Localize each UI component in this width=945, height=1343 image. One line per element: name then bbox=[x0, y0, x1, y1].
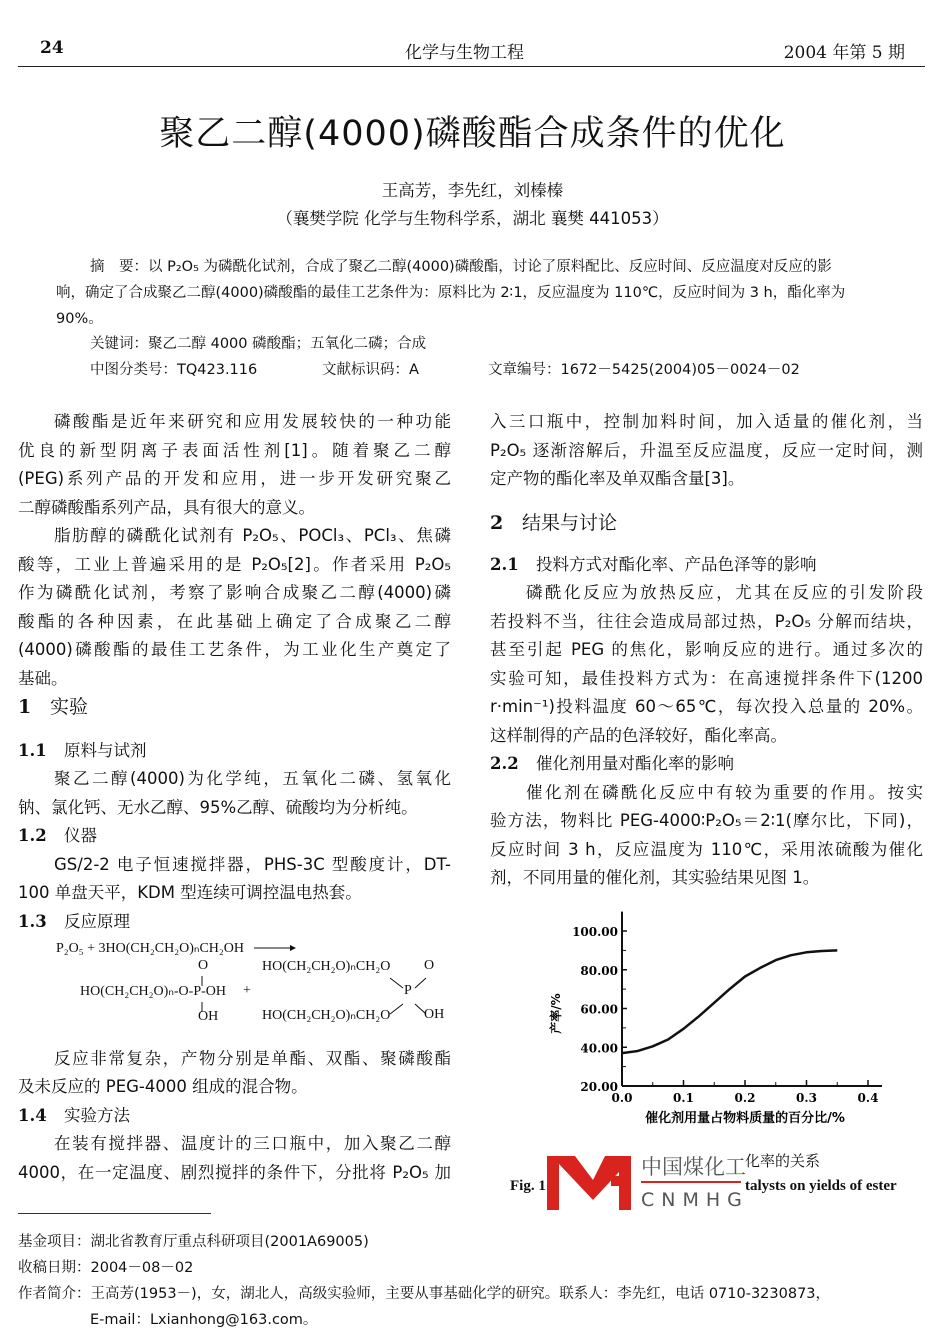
text-line: 磷酰化反应为放热反应，尤其在反应的引发阶段 bbox=[526, 583, 923, 602]
y-axis-label: 产率/% bbox=[549, 993, 563, 1034]
keywords: 关键词：聚乙二醇 4000 磷酸酯；五氧化二磷；合成 bbox=[90, 336, 427, 352]
text-line: P₂O₅ 逐渐溶解后，升温至反应温度，反应一定时间，测 bbox=[490, 440, 923, 460]
footnote-rule bbox=[18, 1213, 211, 1214]
section-number: 2.2 bbox=[490, 754, 519, 773]
text-line: 这样制得的产品的色泽较好，酯化率高。 bbox=[490, 725, 787, 745]
text-line: 甚至引起 PEG 的焦化，影响反应的进行。通过多次的 bbox=[490, 640, 923, 659]
text-line: 实验可知，最佳投料方式为：在高速搅拌条件下(1200 bbox=[490, 668, 923, 688]
article-number: 文章编号：1672－5425(2004)05－0024－02 bbox=[488, 362, 800, 378]
page-number: 24 bbox=[40, 38, 64, 58]
section-number: 1 bbox=[18, 696, 32, 718]
diester-lower: HO(CH₂CH₂O)ₙCH₂O bbox=[262, 1008, 391, 1023]
text-line: (PEG)系列产品的开发和应用，进一步开发研究聚乙 bbox=[18, 469, 451, 488]
section-title: 实验 bbox=[50, 696, 89, 718]
text-line: 磷酸酯是近年来研究和应用发展较快的一种功能 bbox=[54, 412, 451, 431]
section-number: 1.3 bbox=[18, 911, 47, 931]
text-line: 酸等，工业上普遍采用的是 P₂O₅[2]。作者采用 P₂O₅ bbox=[18, 554, 451, 574]
section-number: 1.2 bbox=[18, 826, 47, 845]
section-heading bbox=[490, 509, 923, 551]
text-line: r·min⁻¹)投料温度 60～65℃，每次投入总量的 20%。 bbox=[490, 697, 923, 716]
authors: 王高芳，李先红，刘榛榛 bbox=[381, 181, 564, 200]
section-title: 反应原理 bbox=[64, 911, 130, 931]
section-title: 仪器 bbox=[64, 826, 97, 845]
section-title: 结果与讨论 bbox=[522, 511, 618, 534]
text-line: 验方法，物料比 PEG-4000∶P₂O₅＝2∶1(摩尔比，下同)， bbox=[490, 811, 923, 830]
text-line: 酸酯的各种因素，在此基础上确定了合成聚乙二醇 bbox=[18, 611, 451, 631]
affiliation: （襄樊学院 化学与生物科学系，湖北 襄樊 441053） bbox=[276, 209, 669, 228]
section-number: 2.1 bbox=[490, 554, 519, 574]
figure-caption-en-text: talysts on yields of ester bbox=[745, 1178, 897, 1194]
text-line: 催化剂在磷酰化反应中有较为重要的作用。按实 bbox=[526, 782, 923, 802]
section-heading bbox=[18, 693, 451, 737]
document-code: 文献标识码：A bbox=[322, 362, 419, 378]
text-line: 100 单盘天平，KDM 型连续可调控温电热套。 bbox=[18, 883, 362, 902]
section-heading bbox=[490, 551, 923, 580]
right-column bbox=[490, 408, 923, 893]
x-axis-label: 催化剂用量占物料质量的百分比/% bbox=[645, 1111, 845, 1126]
y-tick-label: 40.00 bbox=[580, 1041, 618, 1056]
yield-chart bbox=[540, 905, 900, 1130]
figure-label: Fig. 1 bbox=[510, 1178, 546, 1194]
header-rule bbox=[18, 66, 925, 67]
text-line: 反应时间 3 h，反应温度为 110℃，采用浓硫酸为催化 bbox=[490, 839, 923, 859]
reactants: P₂O₅ + 3HO(CH₂CH₂O)ₙCH₂OH bbox=[56, 941, 244, 956]
diester-phosphorus: P bbox=[404, 983, 412, 998]
text-line: 优良的新型阴离子表面活性剂[1]。随着聚乙二醇 bbox=[18, 440, 451, 460]
diester-oxygen: O bbox=[424, 958, 435, 973]
section-heading bbox=[18, 908, 451, 937]
text-line: 脂肪醇的磷酰化试剂有 P₂O₅、POCl₃、PCl₃、焦磷 bbox=[54, 526, 451, 545]
watermark-cn: 中国煤化工 bbox=[641, 1155, 746, 1179]
y-tick-label: 100.00 bbox=[572, 925, 618, 939]
abstract-line: 摘 要：以 P₂O₅ 为磷酰化试剂，合成了聚乙二醇(4000)磷酸酯，讨论了原料配比、反应时间、反应温度对反应的影 bbox=[90, 259, 832, 275]
x-tick-label: 0.1 bbox=[673, 1091, 694, 1105]
text-line: 定产物的酯化率及单双酯含量[3]。 bbox=[490, 469, 745, 488]
section-title: 催化剂用量对酯化率的影响 bbox=[536, 754, 734, 773]
figure-caption-en bbox=[510, 1178, 905, 1195]
footnote-funding: 基金项目：湖北省教育厅重点科研项目(2001A69005) bbox=[18, 1234, 369, 1250]
figure-caption-cn: 化率的关系 bbox=[745, 1152, 821, 1170]
footnote-email: E-mail：Lxianhong@163.com。 bbox=[90, 1312, 318, 1328]
section-heading bbox=[18, 737, 451, 766]
monoester: HO(CH₂CH₂O)ₙ-O-P-OH bbox=[80, 984, 226, 999]
y-tick-label: 80.00 bbox=[580, 963, 618, 978]
mono-oxygen: O bbox=[198, 958, 209, 973]
footnote-received: 收稿日期：2004－08－02 bbox=[18, 1260, 194, 1276]
section-heading bbox=[18, 1102, 451, 1131]
section-heading bbox=[490, 750, 923, 779]
paper-title: 聚乙二醇(4000)磷酸酯合成条件的优化 bbox=[159, 114, 786, 154]
y-tick-label: 60.00 bbox=[580, 1002, 618, 1017]
reaction-arrow-icon bbox=[290, 945, 296, 951]
clc-number: 中图分类号：TQ423.116 bbox=[90, 362, 258, 378]
x-tick-label: 0.3 bbox=[796, 1091, 817, 1105]
x-tick-label: 0.2 bbox=[734, 1091, 756, 1105]
x-tick-label: 0.0 bbox=[611, 1091, 633, 1105]
abstract-line: 响，确定了合成聚乙二醇(4000)磷酸酯的最佳工艺条件为：原料比为 2∶1，反应温度为 110℃，反应时间为 3 h，酯化率为 bbox=[56, 285, 846, 301]
text-line: 入三口瓶中，控制加料时间，加入适量的催化剂，当 bbox=[490, 412, 923, 431]
text-line: 钠、氯化钙、无水乙醇、95%乙醇、硫酸均为分析纯。 bbox=[18, 797, 418, 817]
section-number: 1.4 bbox=[18, 1105, 47, 1125]
watermark-en: CNMHG bbox=[641, 1189, 749, 1211]
text-line: 基础。 bbox=[18, 668, 68, 688]
left-column bbox=[18, 408, 451, 1187]
section-number: 2 bbox=[490, 511, 504, 534]
text-line: 作为磷酰化试剂，考察了影响合成聚乙二醇(4000)磷 bbox=[18, 583, 451, 602]
abstract bbox=[56, 254, 886, 332]
plus-sign: + bbox=[243, 983, 251, 998]
section-number: 1.1 bbox=[18, 740, 47, 760]
text-line: 及未反应的 PEG-4000 组成的混合物。 bbox=[18, 1077, 308, 1096]
issue-info: 2004 年第 5 期 bbox=[783, 43, 905, 63]
text-line: (4000)磷酸酯的最佳工艺条件，为工业化生产奠定了 bbox=[18, 640, 451, 659]
text-line: 二醇磷酸酯系列产品，具有很大的意义。 bbox=[18, 497, 315, 517]
text-line: 若投料不当，往往会造成局部过热，P₂O₅ 分解而结块， bbox=[490, 611, 923, 631]
journal-name: 化学与生物工程 bbox=[405, 43, 524, 63]
yield-curve bbox=[622, 950, 837, 1053]
footnote-author: 作者简介：王高芳(1953－)，女，湖北人，高级实验师，主要从事基础化学的研究。联系人：李先红，电话 0710-3230873， bbox=[18, 1286, 831, 1302]
y-tick-label: 20.00 bbox=[580, 1080, 618, 1094]
diester-hydroxyl: OH bbox=[424, 1007, 445, 1022]
text-line: 剂，不同用量的催化剂，其实验结果见图 1。 bbox=[490, 868, 820, 887]
text-line: 在装有搅拌器、温度计的三口瓶中，加入聚乙二醇 bbox=[54, 1134, 451, 1153]
section-title: 实验方法 bbox=[64, 1105, 130, 1125]
section-heading bbox=[18, 822, 451, 851]
text-line: 反应非常复杂，产物分别是单酯、双酯、聚磷酸酯 bbox=[54, 1048, 451, 1068]
x-tick-label: 0.4 bbox=[857, 1091, 879, 1105]
diester-upper: HO(CH₂CH₂O)ₙCH₂O bbox=[262, 959, 391, 974]
text-line: GS/2-2 电子恒速搅拌器，PHS-3C 型酸度计，DT- bbox=[54, 854, 451, 874]
text-line: 4000，在一定温度、剧烈搅拌的条件下，分批将 P₂O₅ 加 bbox=[18, 1162, 451, 1182]
abstract-line: 90%。 bbox=[56, 311, 103, 327]
scheme-bonds bbox=[18, 936, 451, 1044]
text-line: 聚乙二醇(4000)为化学纯，五氧化二磷、氢氧化 bbox=[54, 769, 451, 788]
reaction-scheme bbox=[18, 936, 451, 1045]
section-title: 投料方式对酯化率、产品色泽等的影响 bbox=[536, 554, 817, 574]
mono-hydroxyl: OH bbox=[198, 1009, 219, 1024]
section-title: 原料与试剂 bbox=[64, 740, 147, 760]
